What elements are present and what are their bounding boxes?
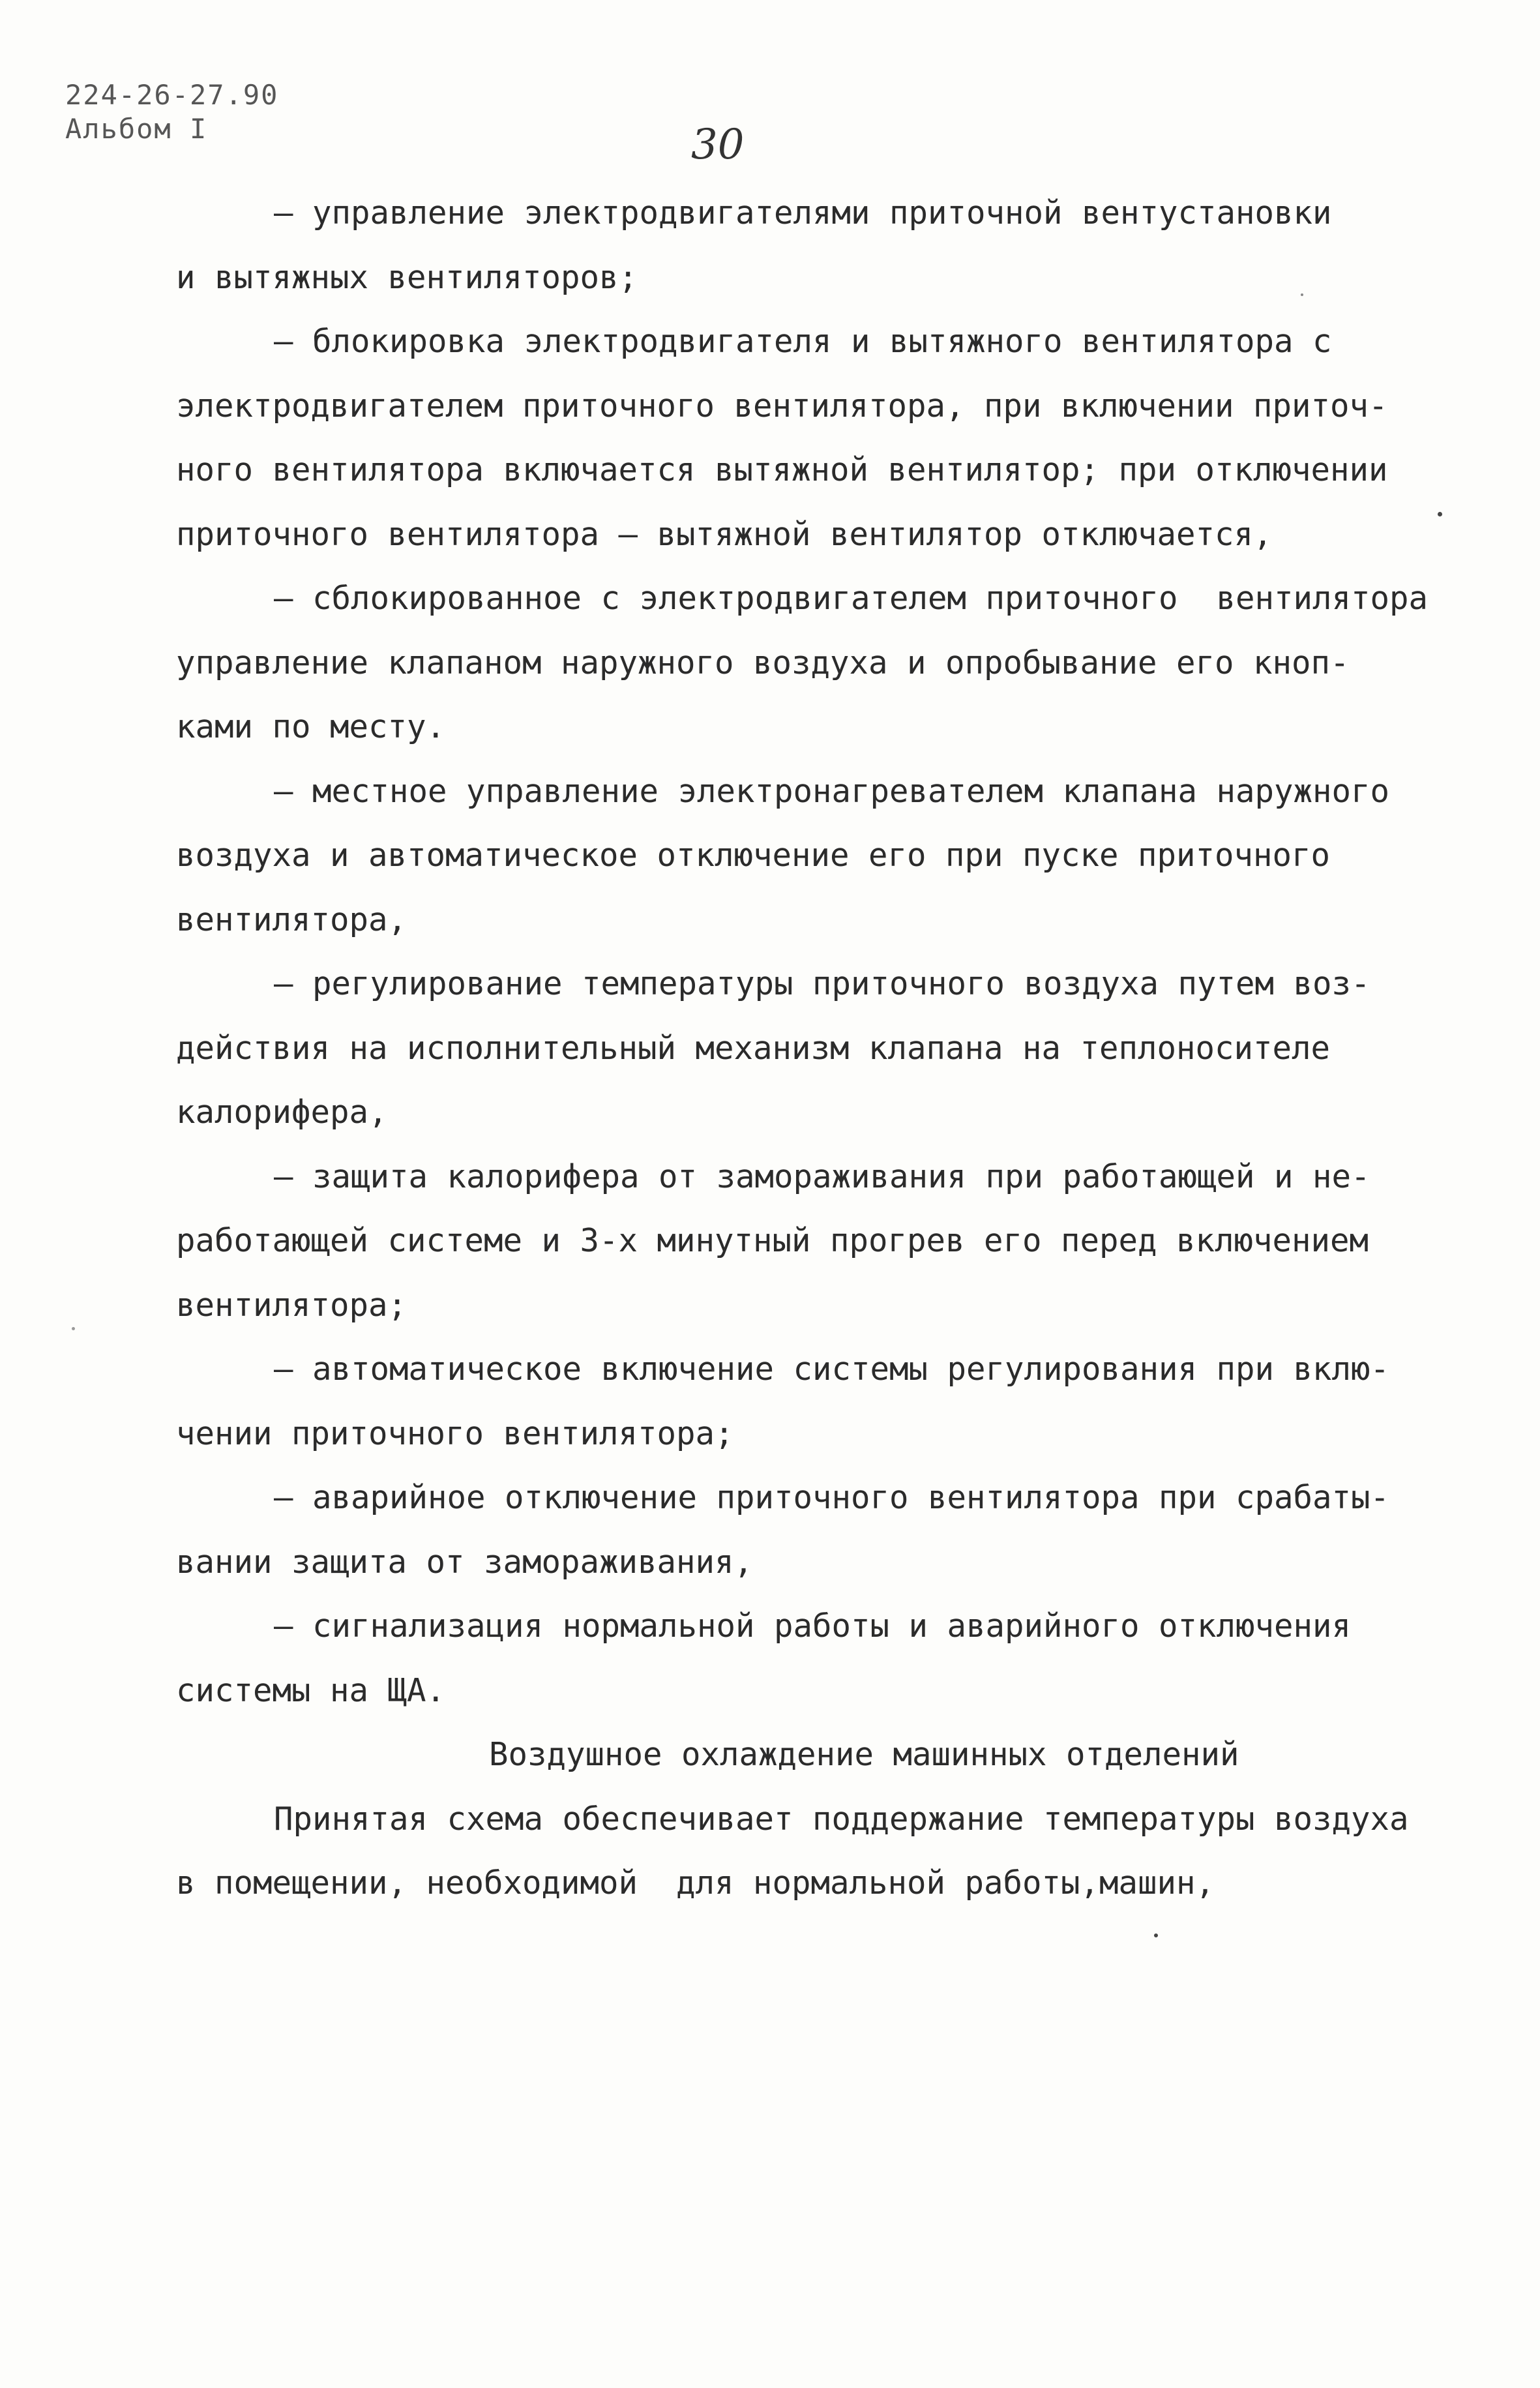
text-line: – блокировка электродвигателя и вытяжного вентилятора с xyxy=(274,323,1332,360)
scan-speck xyxy=(1154,1933,1158,1937)
text-line: вентилятора; xyxy=(176,1286,407,1324)
text-line: системы на ЩА. xyxy=(176,1671,446,1709)
text-line: чении приточного вентилятора; xyxy=(176,1414,734,1452)
text-line: – автоматическое включение системы регулирования при вклю- xyxy=(274,1351,1390,1388)
scan-speck xyxy=(1438,512,1442,516)
text-line: калорифера, xyxy=(176,1094,388,1131)
text-line: воздуха и автоматическое отключение его при пуске приточного xyxy=(176,837,1331,874)
page-number: 30 xyxy=(691,121,745,169)
text-line: – защита калорифера от замораживания при работающей и не- xyxy=(274,1157,1370,1195)
body-text xyxy=(176,181,1467,1916)
text-line: в помещении, необходимой для нормальной работы,машин, xyxy=(176,1864,1215,1902)
text-line: электродвигателем приточного вентилятора, при включении приточ- xyxy=(176,387,1388,425)
scan-speck xyxy=(1301,293,1303,296)
text-line: управление клапаном наружного воздуха и опробывание его кноп- xyxy=(176,644,1350,681)
text-line: – сигнализация нормальной работы и аварийного отключения xyxy=(274,1607,1352,1645)
text-line: и вытяжных вентиляторов; xyxy=(176,258,638,296)
text-line: приточного вентилятора – вытяжной вентилятор отключается, xyxy=(176,515,1273,553)
scan-speck xyxy=(72,1327,75,1330)
document-code xyxy=(65,78,278,146)
document-code-album: Альбом I xyxy=(65,113,208,145)
section-heading: Воздушное охлаждение машинных отделений xyxy=(489,1736,1239,1773)
text-line: ного вентилятора включается вытяжной вентилятор; при отключении xyxy=(176,451,1388,488)
text-line: вании защита от замораживания, xyxy=(176,1543,754,1581)
text-line: вентилятора, xyxy=(176,901,407,938)
text-line: – регулирование температуры приточного воздуха путем воз- xyxy=(274,965,1370,1002)
document-code-number: 224-26-27.90 xyxy=(65,79,279,111)
text-line: – сблокированное с электродвигателем приточного вентилятора xyxy=(274,580,1429,617)
text-line: – управление электродвигателями приточной вентустановки xyxy=(274,194,1332,231)
text-line: работающей системе и 3-х минутный прогрев его перед включением xyxy=(176,1222,1369,1259)
text-line: – местное управление электронагревателем клапана наружного xyxy=(274,772,1390,810)
text-line: действия на исполнительный механизм клапана на теплоносителе xyxy=(176,1029,1331,1067)
text-line: Принятая схема обеспечивает поддержание температуры воздуха xyxy=(274,1800,1409,1838)
text-line: – аварийное отключение приточного вентилятора при срабаты- xyxy=(274,1479,1390,1516)
text-line: ками по месту. xyxy=(176,708,446,745)
